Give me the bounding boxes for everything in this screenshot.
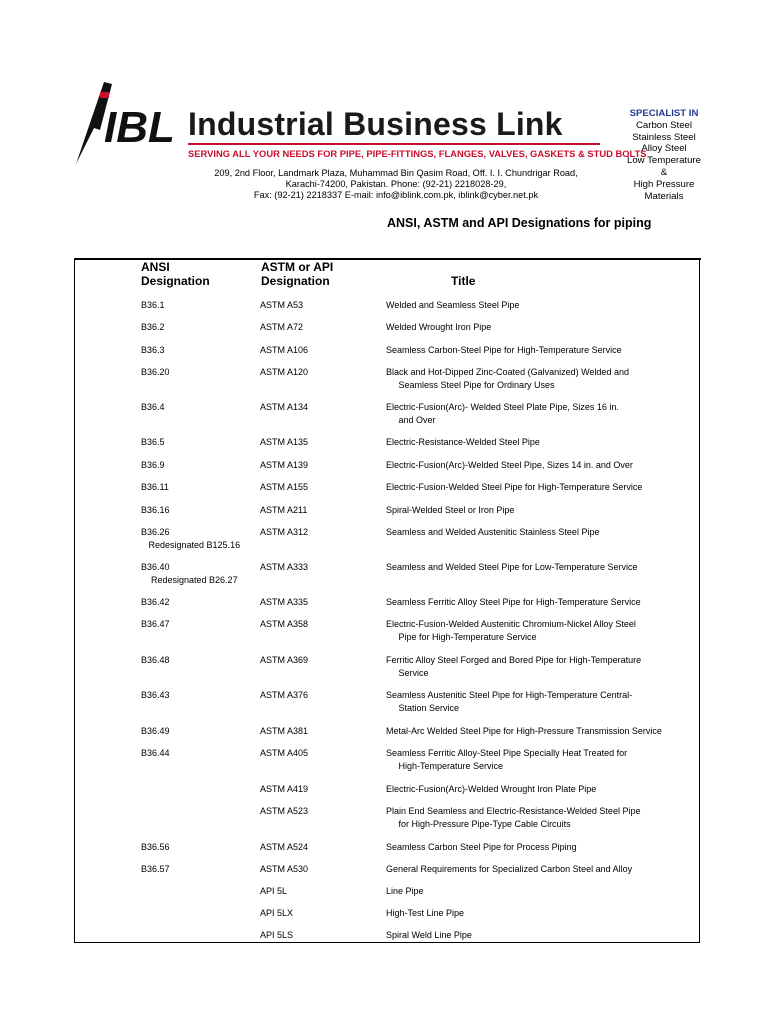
row-4-ansi: B36.20: [141, 367, 170, 377]
row-2-ansi: B36.2: [141, 322, 165, 332]
specialist-item: Carbon Steel: [636, 119, 692, 131]
row-4-astm: ASTM A120: [260, 367, 309, 377]
document-title: ANSI, ASTM and API Designations for piping: [387, 216, 652, 230]
row-4-title: Black and Hot-Dipped Zinc-Coated (Galvanized) Welded and Seamless Steel Pipe for Ordinary Uses: [386, 367, 629, 390]
row-21-title: General Requirements for Specialized Carbon Steel and Alloy: [386, 864, 633, 874]
row-2-title: Welded Wrought Iron Pipe: [386, 322, 492, 332]
row-12-ansi: B36.42: [141, 597, 170, 607]
row-22-astm: API 5L: [260, 886, 288, 896]
row-3-astm: ASTM A106: [260, 345, 309, 355]
row-15-title: Seamless Austenitic Steel Pipe for High-Temperature Central- Station Service: [386, 690, 633, 713]
row-19-astm: ASTM A523: [260, 806, 309, 816]
row-12-astm: ASTM A335: [260, 597, 309, 607]
row-23-title: High-Test Line Pipe: [386, 908, 465, 918]
address-line-1: 209, 2nd Floor, Landmark Plaza, Muhammad Bin Qasim Road, Off. I. I. Chundrigar Road,: [214, 168, 578, 178]
row-1-astm: ASTM A53: [260, 300, 304, 310]
row-19-title: Plain End Seamless and Electric-Resistance-Welded Steel Pipe for High-Pressure Pipe-Type Cable Circuits: [386, 806, 641, 829]
row-8-ansi: B36.11: [141, 482, 169, 492]
row-10-astm: ASTM A312: [260, 527, 309, 537]
row-17-title: Seamless Ferritic Alloy-Steel Pipe Specially Heat Treated for High-Temperature Service: [386, 748, 628, 771]
row-3-title: Seamless Carbon-Steel Pipe for High-Temperature Service: [386, 345, 622, 355]
row-9-ansi: B36.16: [141, 505, 170, 515]
row-10-ansi: B36.26 Redesignated B125.16: [141, 527, 241, 550]
row-13-ansi: B36.47: [141, 619, 170, 629]
row-17-astm: ASTM A405: [260, 748, 309, 758]
row-17-ansi: B36.44: [141, 748, 170, 758]
row-13-title: Electric-Fusion-Welded Austenitic Chromium-Nickel Alloy Steel Pipe for High-Temperature Service: [386, 619, 636, 642]
row-3-ansi: B36.3: [141, 345, 165, 355]
ibl-logo: [70, 80, 188, 170]
specialist-item: High Pressure: [633, 178, 695, 190]
row-14-astm: ASTM A369: [260, 655, 309, 665]
row-18-astm: ASTM A419: [260, 784, 309, 794]
row-9-title: Spiral-Welded Steel or Iron Pipe: [386, 505, 515, 515]
row-1-title: Welded and Seamless Steel Pipe: [386, 300, 520, 310]
specialist-box: [618, 108, 710, 202]
row-14-title: Ferritic Alloy Steel Forged and Bored Pipe for High-Temperature Service: [386, 655, 642, 678]
row-23-astm: API 5LX: [260, 908, 294, 918]
address-line-2: Karachi-74200, Pakistan. Phone: (92-21) 2218028-29,: [285, 179, 507, 189]
row-11-title: Seamless and Welded Steel Pipe for Low-Temperature Service: [386, 562, 638, 572]
row-8-title: Electric-Fusion-Welded Steel Pipe for High-Temperature Service: [386, 482, 643, 492]
row-5-title: Electric-Fusion(Arc)- Welded Steel Plate Pipe, Sizes 16 in. and Over: [386, 402, 619, 425]
company-tagline: SERVING ALL YOUR NEEDS FOR PIPE, PIPE-FITTINGS, FLANGES, VALVES, GASKETS & STUD BOLTS: [188, 148, 647, 159]
row-15-ansi: B36.43: [141, 690, 170, 700]
specialist-item: Stainless Steel: [632, 131, 696, 143]
row-15-astm: ASTM A376: [260, 690, 309, 700]
row-13-astm: ASTM A358: [260, 619, 309, 629]
row-7-ansi: B36.9: [141, 460, 165, 470]
row-12-title: Seamless Ferritic Alloy Steel Pipe for High-Temperature Service: [386, 597, 641, 607]
row-18-title: Electric-Fusion(Arc)-Welded Wrought Iron Plate Pipe: [386, 784, 597, 794]
company-name: Industrial Business Link: [188, 106, 563, 142]
row-5-ansi: B36.4: [141, 402, 165, 412]
header-title: Title: [451, 274, 476, 288]
row-11-astm: ASTM A333: [260, 562, 309, 572]
specialist-item: &: [660, 166, 668, 178]
header-divider: [188, 143, 600, 145]
header-ansi: ANSI Designation: [141, 260, 210, 288]
designations-table: [74, 258, 700, 943]
row-2-astm: ASTM A72: [260, 322, 304, 332]
header-astm: ASTM or API Designation: [261, 260, 334, 288]
specialist-item: Low Temperature: [627, 155, 701, 167]
specialist-title: SPECIALIST IN: [629, 108, 699, 119]
row-10-title: Seamless and Welded Austenitic Stainless Steel Pipe: [386, 527, 600, 537]
row-7-title: Electric-Fusion(Arc)-Welded Steel Pipe, Sizes 14 in. and Over: [386, 460, 633, 470]
row-6-ansi: B36.5: [141, 437, 165, 447]
logo-text: IBL: [104, 103, 175, 152]
row-5-astm: ASTM A134: [260, 402, 309, 412]
row-11-ansi: B36.40 Redesignated B26.27: [141, 562, 238, 585]
row-7-astm: ASTM A139: [260, 460, 309, 470]
row-22-title: Line Pipe: [386, 886, 424, 896]
row-24-title: Spiral Weld Line Pipe: [386, 930, 472, 940]
address-line-3: Fax: (92-21) 2218337 E-mail: info@iblink.com.pk, iblink@cyber.net.pk: [253, 190, 539, 200]
row-24-astm: API 5LS: [260, 930, 294, 940]
row-1-ansi: B36.1: [141, 300, 165, 310]
row-21-astm: ASTM A530: [260, 864, 309, 874]
specialist-item: Alloy Steel: [641, 143, 687, 155]
row-20-title: Seamless Carbon Steel Pipe for Process Piping: [386, 842, 577, 852]
row-6-astm: ASTM A135: [260, 437, 309, 447]
row-20-ansi: B36.56: [141, 842, 170, 852]
row-16-ansi: B36.49: [141, 726, 170, 736]
row-14-ansi: B36.48: [141, 655, 170, 665]
row-21-ansi: B36.57: [141, 864, 170, 874]
row-16-title: Metal-Arc Welded Steel Pipe for High-Pressure Transmission Service: [386, 726, 662, 736]
row-8-astm: ASTM A155: [260, 482, 309, 492]
specialist-item: Materials: [644, 190, 684, 202]
row-20-astm: ASTM A524: [260, 842, 309, 852]
row-9-astm: ASTM A211: [260, 505, 308, 515]
row-6-title: Electric-Resistance-Welded Steel Pipe: [386, 437, 540, 447]
row-16-astm: ASTM A381: [260, 726, 309, 736]
